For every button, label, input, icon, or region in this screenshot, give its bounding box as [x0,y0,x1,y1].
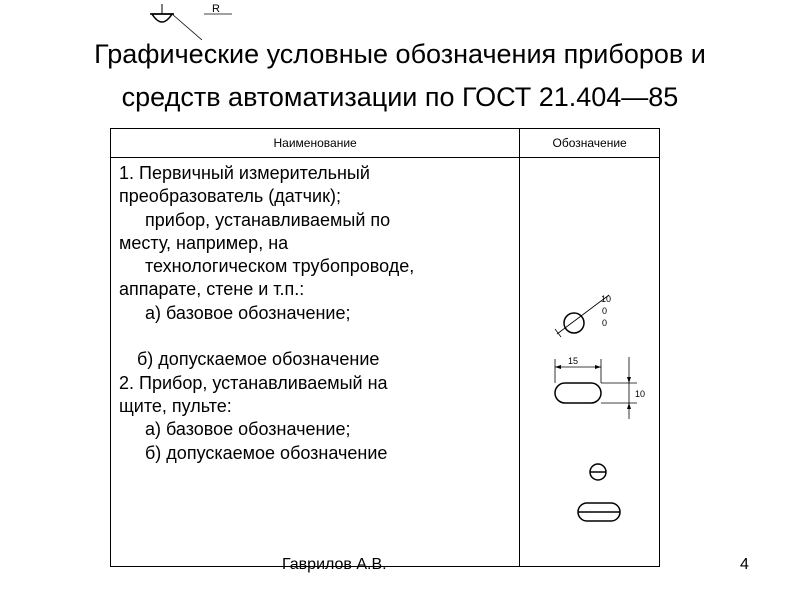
desc-line: б) допускаемое обозначение [145,442,388,463]
symbols-drawing [521,157,659,536]
desc-line: технологическом трубопроводе, [145,256,415,277]
desc-line: а) базовое обозначение; [145,419,351,440]
page-title-line-2: средств автоматизации по ГОСТ 21.404—85 [121,82,679,112]
footer-author: Гаврилов А.В. [282,556,387,573]
panel-oval-symbol [578,503,620,521]
description-cell [111,158,520,567]
panel-circle-symbol [590,464,606,480]
page-title-line-1: Графические условные обозначения приборов и [94,39,706,69]
circle-symbol [555,294,611,337]
desc-line: преобразователь (датчик); [119,186,341,207]
desc-line: 1. Первичный измерительный [119,163,370,183]
circle-dim-2: 0 [602,306,608,316]
desc-line: аппарате, стене и т.п.: [119,279,305,300]
desc-line: а) базовое обозначение; [145,302,351,323]
header-name: Наименование [111,129,520,158]
desc-line: щите, пульте: [119,395,232,416]
radius-label: R [212,3,220,15]
circle-dim-3: 0 [602,318,608,328]
oval-symbol [555,356,645,419]
desc-line: б) допускаемое обозначение [137,349,380,370]
desc-line: 2. Прибор, устанавливаемый на [119,372,388,393]
header-symbol: Обозначение [520,129,660,158]
desc-line: прибор, устанавливаемый по [145,209,391,230]
width-dim-label: 15 [568,356,579,366]
table-header-row [111,129,660,158]
desc-line: месту, например, на [119,232,289,253]
height-dim-label: 10 [635,389,646,399]
circle-dim-1: 10 [601,294,612,304]
footer-page-number: 4 [740,556,749,573]
